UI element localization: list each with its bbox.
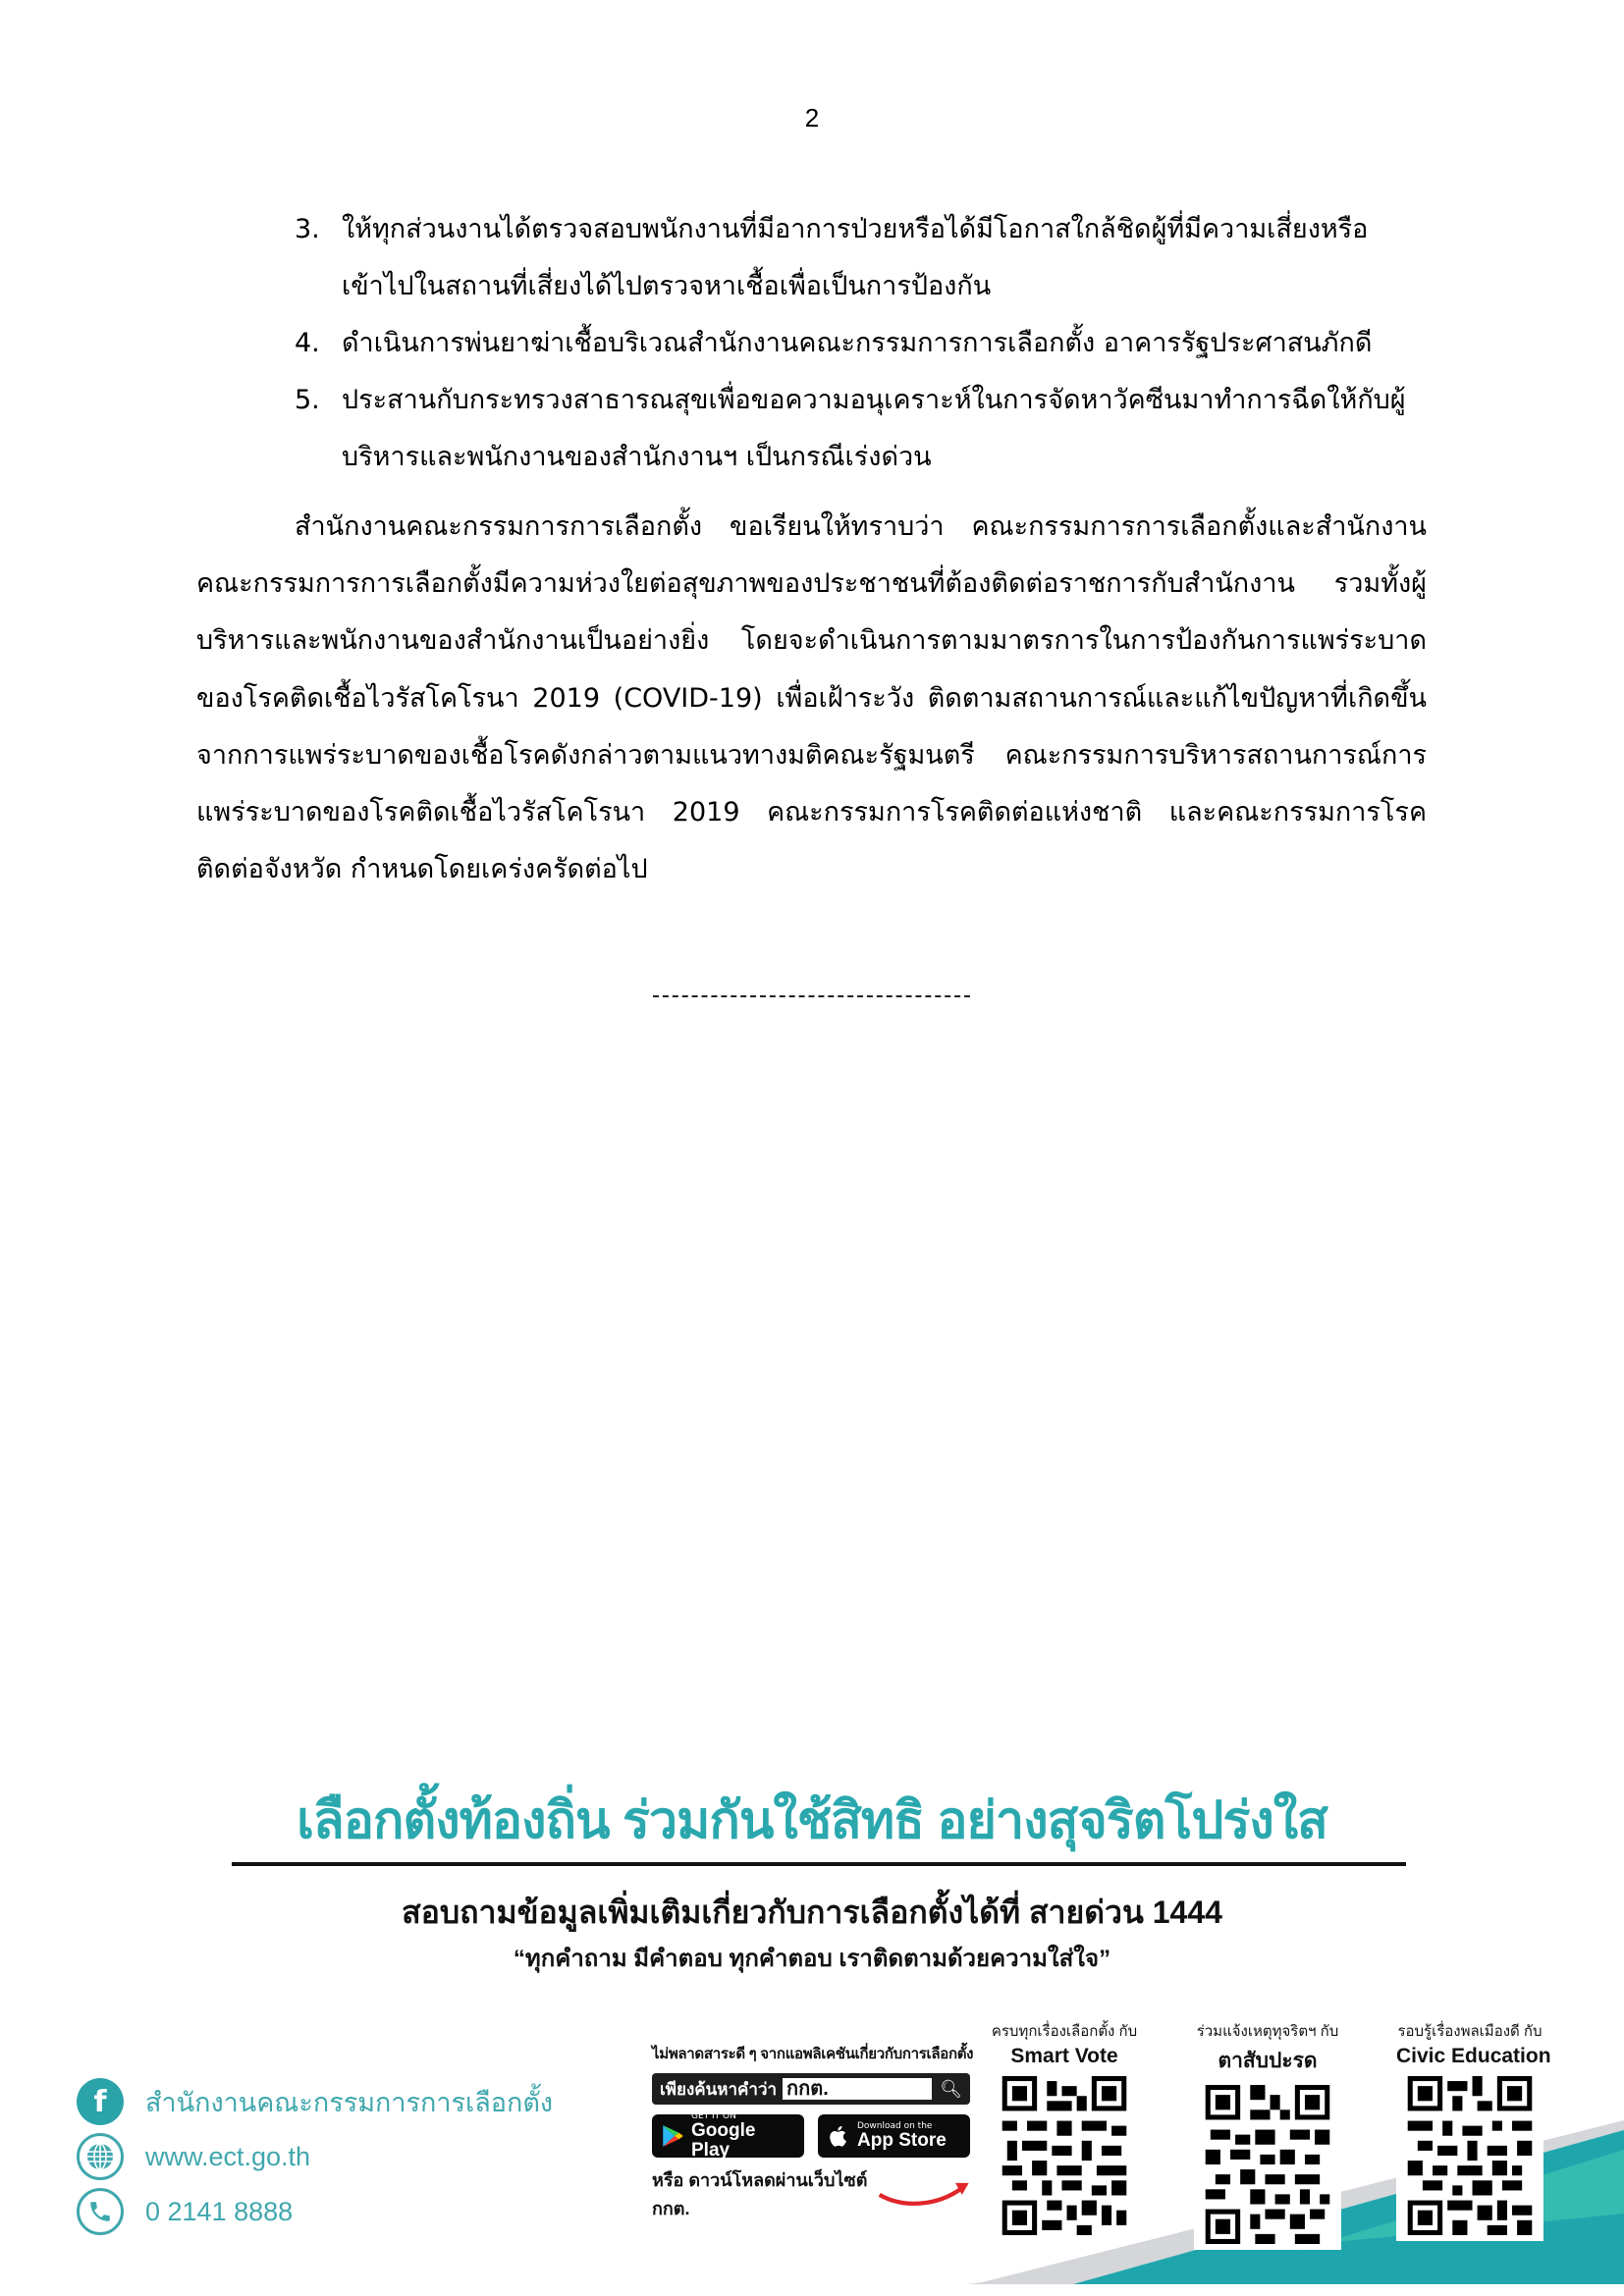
qr-title: Civic Education (1396, 2045, 1551, 2067)
search-keyword: กกต. (783, 2078, 932, 2100)
phone-number: 0 2141 8888 (145, 2196, 294, 2226)
page-number: 2 (804, 103, 820, 133)
qr-civic-education[interactable] (1396, 2019, 1551, 2241)
list-number: 5. (295, 385, 320, 415)
end-separator (653, 995, 970, 997)
facebook-icon: f (77, 2078, 124, 2125)
search-label: เพียงค้นหาคำว่า (660, 2079, 778, 2099)
contact-facebook[interactable] (77, 2078, 553, 2125)
qr-caption: ร่วมแจ้งเหตุทุจริตฯ กับ (1196, 2023, 1339, 2040)
apple-icon (826, 2123, 851, 2149)
list-number: 3. (295, 214, 320, 244)
qr-code-icon (1001, 2076, 1127, 2235)
qr-title: Smart Vote (1010, 2045, 1118, 2067)
list-number: 4. (295, 328, 320, 358)
list-text: ประสานกับกระทรวงสาธารณสุขเพื่อขอความอนุเคราะห์ในการจัดหาวัคซีนมาทำการฉีดให้กับผู้บริหารและพนักงานของสำนักงานฯ เป็นกรณีเร่งด่วน (342, 385, 1406, 472)
body-paragraph: สำนักงานคณะกรรมการการเลือกตั้ง ขอเรียนให้ทราบว่า คณะกรรมการการเลือกตั้งและสำนักงานคณะกรรมการการเลือกตั้งมีความห่วงใยต่อสุขภาพของประชาชนที่ต้องติดต่อราชการกับสำนักงาน รวมทั้งผู้บริหารและพนักงานของสำนักงานเป็นอย่างยิ่ง โดยจะดำเนินการตามมาตรการในการป้องกันการแพร่ระบาดของโรคติดเชื้อไวรัสโคโรนา 2019 (COVID-19) เพื่อเฝ้าระวัง ติดตามสถานการณ์และแก้ไขปัญหาที่เกิดขึ้นจากการแพร่ระบาดของเชื้อโรคดังกล่าวตามแนวทางมติคณะรัฐมนตรี คณะกรรมการบริหารสถานการณ์การแพร่ระบาดของโรคติดเชื้อไวรัสโคโรนา 2019 คณะกรรมการโรคติดต่อแห่งชาติ และคณะกรรมการโรคติดต่อจังหวัด กำหนดโดยเคร่งครัดต่อไป (196, 511, 1427, 885)
web-download-text: หรือ ดาวน์โหลดผ่านเว็บไซต์ กกต. (652, 2170, 868, 2218)
red-arrow-icon (878, 2177, 970, 2211)
measures-list (295, 201, 1429, 486)
qr-code-icon (1205, 2085, 1330, 2244)
list-text: ดำเนินการพ่นยาฆ่าเชื้อบริเวณสำนักงานคณะกรรมการการเลือกตั้ง อาคารรัฐประศาสนภักดี (342, 328, 1373, 358)
google-play-badge[interactable]: GET IT ON Google Play (652, 2114, 804, 2158)
footer-slogan: เลือกตั้งท้องถิ่น ร่วมกันใช้สิทธิ อย่างสุจริตโปร่งใส (297, 1792, 1327, 1849)
qr-ta-sapparot[interactable] (1194, 2019, 1341, 2250)
facebook-label: สำนักงานคณะกรรมการการเลือกตั้ง (145, 2087, 554, 2117)
website-link[interactable]: www.ect.go.th (145, 2141, 311, 2171)
phone-icon (77, 2188, 124, 2235)
contact-website[interactable] (77, 2133, 310, 2180)
list-item (295, 372, 1429, 486)
list-item (295, 201, 1429, 315)
app-caption: ไม่พลาดสาระดี ๆ จากแอพลิเคชันเกี่ยวกับการเลือกตั้ง (652, 2046, 974, 2062)
app-promo (652, 2042, 974, 2222)
qr-code-icon (1407, 2076, 1533, 2235)
qr-caption: รอบรู้เรื่องพลเมืองดี กับ (1397, 2023, 1543, 2040)
app-store-badge[interactable]: Download on the App Store (818, 2114, 970, 2158)
globe-icon (77, 2133, 124, 2180)
app-search-bar (652, 2073, 970, 2105)
footer-divider (232, 1862, 1406, 1866)
search-icon: 🔍︎ (940, 2078, 962, 2100)
list-text: ให้ทุกส่วนงานได้ตรวจสอบพนักงานที่มีอาการป่วยหรือได้มีโอกาสใกล้ชิดผู้ที่มีความเสี่ยงหรือเข้าไปในสถานที่เสี่ยงได้ไปตรวจหาเชื้อเพื่อเป็นการป้องกัน (342, 214, 1369, 301)
qr-caption: ครบทุกเรื่องเลือกตั้ง กับ (991, 2023, 1138, 2040)
list-item (295, 315, 1429, 372)
qr-smart-vote[interactable] (991, 2019, 1138, 2241)
contact-phone[interactable] (77, 2188, 293, 2235)
qr-title: ตาสับปะรด (1218, 2050, 1318, 2072)
motto-text: “ทุกคำถาม มีคำตอบ ทุกคำตอบ เราติดตามด้วยความใส่ใจ” (513, 1946, 1111, 1972)
hotline-text: สอบถามข้อมูลเพิ่มเติมเกี่ยวกับการเลือกตั้งได้ที่ สายด่วน 1444 (402, 1895, 1222, 1930)
google-play-icon (660, 2123, 685, 2149)
